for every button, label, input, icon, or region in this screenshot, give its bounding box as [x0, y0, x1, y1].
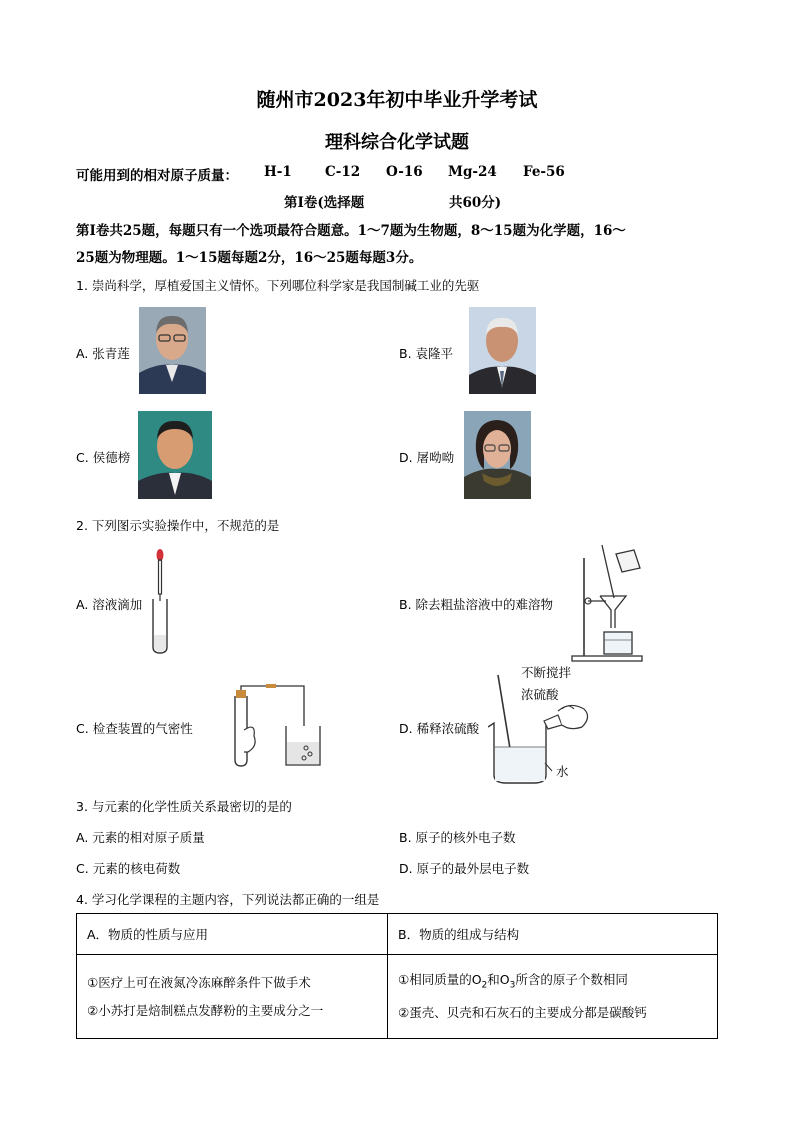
- portrait-photo-a: [139, 307, 206, 394]
- q4-a-statement-1: ①医疗上可在液氮冷冻麻醉条件下做手术: [87, 974, 311, 990]
- q3-option-d-text: 原子的最外层电子数: [416, 861, 530, 876]
- q4-options-table: [76, 913, 718, 1039]
- q1-option-a-letter: A.: [76, 346, 89, 361]
- q1-option-d-text: 屠呦呦: [416, 450, 455, 465]
- q4-a-statement-2: ②小苏打是焙制糕点发酵粉的主要成分之一: [87, 1002, 324, 1018]
- airtightness-check-diagram: [226, 680, 336, 774]
- section-instructions-1: 第Ⅰ卷共25题，每题只有一个选项最符合题意。1～7题为生物题，8～15题为化学题，16～: [76, 223, 626, 239]
- q2-option-b-letter: B.: [399, 597, 412, 612]
- q2-option-b: [399, 595, 553, 613]
- q3-option-b-text: 原子的核外电子数: [415, 830, 516, 845]
- q4-b-statement-2: ②蛋壳、贝壳和石灰石的主要成分都是碳酸钙: [398, 1005, 647, 1021]
- atomic-mass-o: O-16: [386, 164, 423, 180]
- q2-option-a-letter: A.: [76, 597, 89, 612]
- atomic-mass-label: 可能用到的相对原子质量：: [76, 168, 238, 184]
- q3-option-c-letter: C.: [76, 861, 89, 876]
- section-title: 第Ⅰ卷(选择题: [284, 195, 365, 211]
- q4-table-head-a: A．物质的性质与应用: [77, 914, 388, 955]
- q1-option-a-text: 张青莲: [92, 346, 130, 361]
- q2-option-c-letter: C.: [76, 721, 89, 736]
- q1-option-d-letter: D.: [399, 450, 413, 465]
- q1-option-a: [76, 344, 130, 362]
- atomic-mass-c: C-12: [325, 164, 361, 180]
- q1-stem: 1. 崇尚科学，厚植爱国主义情怀。下列哪位科学家是我国制碱工业的先驱: [76, 278, 480, 293]
- q1-option-b: [399, 344, 453, 362]
- dropper-test-tube-diagram: [148, 547, 172, 661]
- atomic-mass-mg: Mg-24: [448, 164, 497, 180]
- q2-option-a-text: 溶液滴加: [92, 597, 143, 612]
- q4-table-cell-b: [388, 955, 718, 1039]
- filtration-diagram: [570, 540, 650, 666]
- q2-stem: 2. 下列图示实验操作中，不规范的是: [76, 518, 280, 533]
- q2-option-c-text: 检查装置的气密性: [92, 721, 193, 736]
- label-water: 水: [556, 764, 569, 779]
- q4-b-statement-1: ①相同质量的$O_2$和$O_3$所含的原子个数相同: [398, 971, 628, 991]
- q2-option-d-text: 稀释浓硫酸: [416, 721, 480, 736]
- q1-option-c-text: 侯德榜: [92, 450, 131, 465]
- exam-subtitle: 理科综合化学试题: [325, 132, 469, 153]
- section-instructions-2: 25题为物理题。1～15题每题2分，16～25题每题3分。: [76, 250, 423, 266]
- section-score: 共60分): [449, 195, 502, 211]
- q4-table-cell-a: [77, 955, 388, 1039]
- q3-option-a-letter: A.: [76, 830, 89, 845]
- portrait-photo-b: [469, 307, 536, 394]
- q1-option-c: [76, 448, 130, 466]
- q3-option-b: [399, 828, 516, 846]
- q3-option-a: [76, 828, 205, 846]
- q4-stem: 4. 学习化学课程的主题内容，下列说法都正确的一组是: [76, 892, 380, 907]
- q2-option-c: [76, 719, 193, 737]
- q1-option-b-letter: B.: [399, 346, 412, 361]
- atomic-mass-h: H-1: [264, 164, 292, 180]
- q3-option-c: [76, 859, 180, 877]
- portrait-photo-c: [138, 411, 212, 499]
- q3-option-d-letter: D.: [399, 861, 413, 876]
- q2-option-d: [399, 719, 479, 737]
- q3-option-b-letter: B.: [399, 830, 412, 845]
- label-conc-acid: 浓硫酸: [521, 687, 559, 702]
- atomic-mass-fe: Fe-56: [523, 164, 565, 180]
- q3-option-d: [399, 859, 529, 877]
- q2-option-a: [76, 595, 142, 613]
- exam-title: 随州市2023年初中毕业升学考试: [256, 89, 538, 111]
- label-stir: 不断搅拌: [521, 665, 572, 680]
- q4-table-head-b: B．物质的组成与结构: [388, 914, 718, 955]
- q1-option-d: [399, 448, 454, 466]
- q3-option-a-text: 元素的相对原子质量: [92, 830, 205, 845]
- portrait-photo-d: [464, 411, 531, 499]
- q3-option-c-text: 元素的核电荷数: [92, 861, 181, 876]
- q2-option-b-text: 除去粗盐溶液中的难溶物: [415, 597, 554, 612]
- q1-option-c-letter: C.: [76, 450, 89, 465]
- q1-option-b-text: 袁隆平: [415, 346, 454, 361]
- q3-stem: 3. 与元素的化学性质关系最密切的是的: [76, 799, 292, 814]
- q2-option-d-letter: D.: [399, 721, 413, 736]
